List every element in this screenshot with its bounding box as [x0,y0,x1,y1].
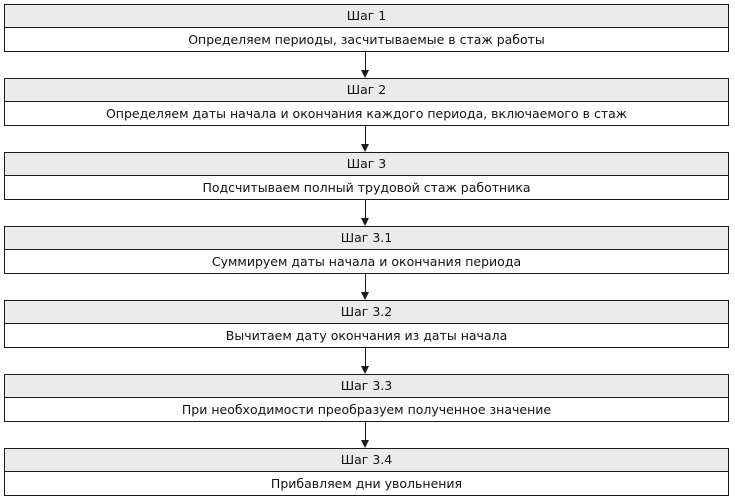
arrow-line [365,200,366,219]
step-box-3-1 [4,226,729,274]
step-box-3-2 [4,300,729,348]
arrow-connector [4,200,729,226]
step-title: Шаг 3 [5,153,728,176]
arrow-line [365,52,366,71]
step-description: Определяем даты начала и окончания каждого периода, включаемого в стаж [5,102,728,125]
arrow-down-icon [361,440,369,448]
arrow-down-icon [361,144,369,152]
step-title: Шаг 3.2 [5,301,728,324]
arrow-down-icon [361,218,369,226]
step-title: Шаг 3.1 [5,227,728,250]
arrow-line [365,348,366,367]
arrow-down-icon [361,70,369,78]
step-title: Шаг 2 [5,79,728,102]
arrow-down-icon [361,292,369,300]
step-description: При необходимости преобразуем полученное значение [5,398,728,421]
arrow-line [365,422,366,441]
arrow-down-icon [361,366,369,374]
step-box-3-3 [4,374,729,422]
step-box-3-4 [4,448,729,496]
step-title: Шаг 3.3 [5,375,728,398]
arrow-connector [4,348,729,374]
step-box-1 [4,4,729,52]
arrow-connector [4,126,729,152]
step-box-3 [4,152,729,200]
step-description: Определяем периоды, засчитываемые в стаж работы [5,28,728,51]
arrow-connector [4,274,729,300]
step-description: Подсчитываем полный трудовой стаж работника [5,176,728,199]
step-title: Шаг 3.4 [5,449,728,472]
arrow-connector [4,422,729,448]
arrow-line [365,274,366,293]
step-box-2 [4,78,729,126]
arrow-line [365,126,366,145]
step-title: Шаг 1 [5,5,728,28]
flowchart [4,4,729,496]
step-description: Прибавляем дни увольнения [5,472,728,495]
step-description: Суммируем даты начала и окончания периода [5,250,728,273]
arrow-connector [4,52,729,78]
step-description: Вычитаем дату окончания из даты начала [5,324,728,347]
